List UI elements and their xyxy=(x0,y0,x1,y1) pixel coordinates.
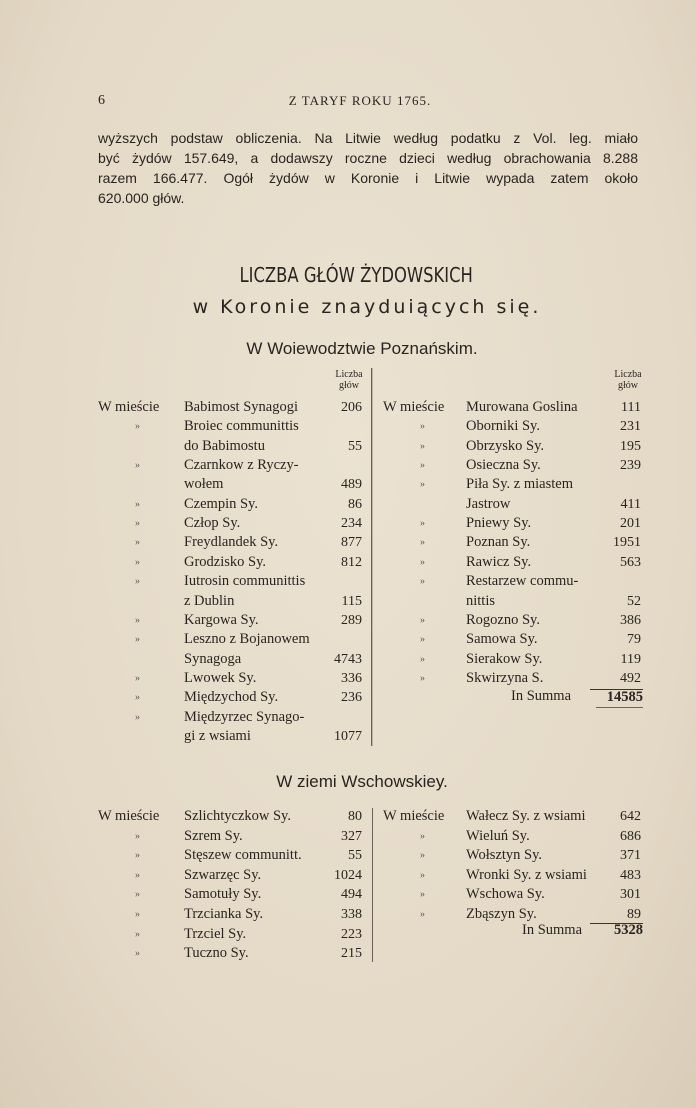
head-count: 79 xyxy=(627,632,641,648)
table-row xyxy=(383,807,641,826)
table-row xyxy=(98,827,362,846)
head-count: 111 xyxy=(621,400,641,415)
head-count: 301 xyxy=(620,887,641,903)
table-row xyxy=(383,514,641,533)
row-prefix: » xyxy=(420,556,425,568)
town-name: gi z wsiami xyxy=(184,727,251,744)
head-count: 492 xyxy=(620,670,641,686)
town-name: Samowa Sy. xyxy=(466,631,538,648)
town-name: nittis xyxy=(466,592,496,609)
town-name: Szlichtyczkow Sy. xyxy=(184,808,291,824)
row-prefix: » xyxy=(420,576,425,588)
row-prefix: » xyxy=(135,711,140,723)
town-name: Oborniki Sy. xyxy=(466,418,540,435)
head-count: 336 xyxy=(341,670,362,686)
head-count: 215 xyxy=(341,946,362,962)
row-prefix: » xyxy=(420,518,425,530)
town-name: Trzcianka Sy. xyxy=(184,906,264,922)
table-row xyxy=(383,495,641,514)
table-row xyxy=(383,866,641,885)
head-count: 686 xyxy=(620,828,641,844)
sum-label: In Summa xyxy=(511,688,572,704)
row-prefix: » xyxy=(135,421,140,433)
table-row xyxy=(383,846,641,865)
town-name: Osieczna Sy. xyxy=(466,457,541,474)
town-name: Międzyrzec Synago- xyxy=(184,708,305,725)
head-count: 1024 xyxy=(334,867,362,883)
head-count: 642 xyxy=(620,809,641,824)
town-name: Murowana Goslina xyxy=(466,399,578,415)
table-row xyxy=(98,592,362,611)
table-row xyxy=(98,708,362,727)
town-name: Jastrow xyxy=(466,495,511,512)
table-row xyxy=(98,456,362,475)
table-row xyxy=(98,514,362,533)
table-row xyxy=(98,807,362,826)
table-row xyxy=(98,925,362,944)
town-name: wołem xyxy=(184,476,224,493)
row-prefix: » xyxy=(135,948,140,960)
town-name: Kargowa Sy. xyxy=(184,611,259,628)
town-name: Trzciel Sy. xyxy=(184,925,247,942)
head-count: 231 xyxy=(620,419,641,435)
table-row xyxy=(383,885,641,904)
head-count: 494 xyxy=(341,887,362,903)
head-count: 52 xyxy=(627,593,641,609)
table-row xyxy=(383,553,641,572)
row-prefix: » xyxy=(420,479,425,491)
table-row xyxy=(98,398,362,417)
row-prefix: » xyxy=(135,576,140,588)
column-header-right: Liczba głów xyxy=(614,369,642,391)
town-name: Obrzysko Sy. xyxy=(466,437,545,454)
head-count: 411 xyxy=(620,496,641,512)
running-header: Z TARYF ROKU 1765. xyxy=(288,93,432,108)
table-row xyxy=(98,944,362,963)
head-count: 86 xyxy=(348,496,362,512)
row-prefix: » xyxy=(420,421,425,433)
intro-line: być żydów 157.649, a dodawszy roczne dzieci według obrachowania 8.288 xyxy=(98,150,638,166)
town-name: Skwirzyna S. xyxy=(466,669,544,686)
head-count: 371 xyxy=(620,848,641,864)
town-name: Grodzisko Sy. xyxy=(184,553,267,570)
row-prefix: » xyxy=(135,518,140,530)
table-row xyxy=(98,495,362,514)
row-prefix: » xyxy=(135,537,140,549)
head-count: 563 xyxy=(620,554,641,570)
row-prefix: » xyxy=(420,869,425,881)
table-row xyxy=(383,475,641,494)
town-name: Czarnkow z Ryczy- xyxy=(184,457,299,474)
town-name: Międzychod Sy. xyxy=(184,689,279,706)
table-row xyxy=(383,650,641,669)
head-count: 327 xyxy=(341,828,362,844)
table-row xyxy=(383,533,641,552)
row-prefix: W mieście xyxy=(383,808,445,824)
table-row xyxy=(383,827,641,846)
table-row xyxy=(383,572,641,591)
section-heading: W Woiewodztwie Poznańskim. xyxy=(246,339,478,358)
table-row xyxy=(98,688,362,707)
table-row xyxy=(98,553,362,572)
row-prefix: » xyxy=(135,556,140,568)
head-count: 812 xyxy=(341,554,362,570)
row-prefix: » xyxy=(135,614,140,626)
town-name: do Babimostu xyxy=(184,437,265,454)
row-prefix: » xyxy=(420,850,425,862)
main-title: LICZBA GŁÓW ŻYDOWSKICH xyxy=(239,263,473,287)
table-row xyxy=(383,611,641,630)
sum-value: 5328 xyxy=(614,922,643,938)
head-count: 115 xyxy=(341,593,362,609)
sum-rule xyxy=(596,707,643,708)
row-prefix: » xyxy=(420,830,425,842)
head-count: 89 xyxy=(627,907,641,922)
town-name: Rawicz Sy. xyxy=(466,553,532,570)
sum-value: 14585 xyxy=(606,689,643,705)
town-name: Lwowek Sy. xyxy=(184,669,257,686)
row-prefix: » xyxy=(420,537,425,549)
head-count: 386 xyxy=(620,612,641,628)
table-row xyxy=(98,611,362,630)
row-prefix: » xyxy=(135,869,140,881)
table-row xyxy=(98,846,362,865)
page-number: 6 xyxy=(98,93,105,108)
head-count: 80 xyxy=(348,809,362,824)
row-prefix: » xyxy=(420,460,425,472)
table-row xyxy=(98,669,362,688)
table-row xyxy=(383,417,641,436)
head-count: 119 xyxy=(620,651,641,667)
intro-paragraph xyxy=(98,128,638,208)
table-row xyxy=(98,727,362,746)
town-name: Człop Sy. xyxy=(184,515,241,532)
head-count: 234 xyxy=(341,516,362,532)
row-prefix: » xyxy=(420,909,425,920)
table-row xyxy=(98,650,362,669)
town-name: Synagoga xyxy=(184,650,242,667)
head-count: 289 xyxy=(341,612,362,628)
row-prefix: » xyxy=(135,672,140,684)
row-prefix: W mieście xyxy=(383,399,445,415)
town-name: Babimost Synagogi xyxy=(184,399,298,415)
head-count: 1077 xyxy=(334,728,362,744)
head-count: 55 xyxy=(348,438,362,454)
column-header-left: Liczba głów xyxy=(335,369,363,391)
row-prefix: » xyxy=(135,850,140,862)
row-prefix: » xyxy=(420,440,425,452)
head-count: 877 xyxy=(341,535,362,551)
row-prefix: W mieście xyxy=(98,399,160,415)
town-name: z Dublin xyxy=(184,592,235,609)
row-prefix: » xyxy=(420,614,425,626)
head-count: 489 xyxy=(341,477,362,493)
column-divider xyxy=(372,368,373,746)
town-name: Wałecz Sy. z wsiami xyxy=(466,808,586,824)
head-count: 338 xyxy=(341,907,362,922)
table-row xyxy=(98,533,362,552)
table-row xyxy=(98,885,362,904)
table-row xyxy=(383,456,641,475)
row-prefix: » xyxy=(420,889,425,901)
row-prefix: » xyxy=(135,889,140,901)
head-count: 201 xyxy=(620,516,641,532)
town-name: Wieluń Sy. xyxy=(466,827,530,844)
town-name: Szwarzęc Sy. xyxy=(184,866,262,883)
row-prefix: » xyxy=(135,928,140,940)
town-name: Pniewy Sy. xyxy=(466,515,532,532)
row-prefix: » xyxy=(135,460,140,472)
table-row xyxy=(383,592,641,611)
table-row xyxy=(98,630,362,649)
section-heading: W ziemi Wschowskiey. xyxy=(276,772,448,791)
town-name: Stęszew communitt. xyxy=(184,847,302,864)
table-row xyxy=(98,866,362,885)
town-name: Rogozno Sy. xyxy=(466,611,540,628)
row-prefix: » xyxy=(135,830,140,842)
intro-line: wyższych podstaw obliczenia. Na Litwie według podatku z Vol. leg. miało xyxy=(98,130,638,146)
head-count: 55 xyxy=(348,848,362,864)
town-name: Restarzew commu- xyxy=(466,573,579,590)
column-divider xyxy=(372,808,373,962)
town-name: Zbąszyn Sy. xyxy=(466,906,537,922)
table-row xyxy=(383,669,641,688)
table-row xyxy=(383,630,641,649)
table-row xyxy=(383,437,641,456)
row-prefix: » xyxy=(420,653,425,665)
row-prefix: » xyxy=(135,498,140,510)
intro-line: razem 166.477. Ogół żydów w Koronie i Litwie wypada zatem około xyxy=(98,170,638,186)
town-name: Broiec communittis xyxy=(184,418,299,435)
town-name: Iutrosin communittis xyxy=(184,573,306,590)
intro-line: 620.000 głów. xyxy=(98,190,185,206)
row-prefix: » xyxy=(135,909,140,920)
town-name: Piła Sy. z miastem xyxy=(466,476,573,493)
head-count: 195 xyxy=(620,438,641,454)
head-count: 1951 xyxy=(613,535,641,551)
town-name: Szrem Sy. xyxy=(184,827,243,844)
head-count: 223 xyxy=(341,926,362,942)
table-row xyxy=(98,905,362,924)
head-count: 206 xyxy=(341,400,362,415)
town-name: Poznan Sy. xyxy=(466,534,531,551)
table-row xyxy=(98,437,362,456)
town-name: Freydlandek Sy. xyxy=(184,534,279,551)
table-row xyxy=(98,475,362,494)
town-name: Leszno z Bojanowem xyxy=(184,631,310,648)
head-count: 236 xyxy=(341,690,362,706)
row-prefix: » xyxy=(135,692,140,704)
town-name: Wołsztyn Sy. xyxy=(466,847,543,864)
sum-label: In Summa xyxy=(522,922,583,938)
main-subtitle: w Koronie znayduiących się. xyxy=(192,296,542,318)
row-prefix: » xyxy=(135,634,140,646)
row-prefix: W mieście xyxy=(98,808,160,824)
table-row xyxy=(98,417,362,436)
town-name: Wschowa Sy. xyxy=(466,886,545,903)
row-prefix: » xyxy=(420,634,425,646)
table-row xyxy=(98,572,362,591)
town-name: Czempin Sy. xyxy=(184,495,258,512)
head-count: 239 xyxy=(620,458,641,474)
town-name: Samotuły Sy. xyxy=(184,886,262,903)
table-row xyxy=(383,398,641,417)
head-count: 483 xyxy=(620,867,641,883)
town-name: Tuczno Sy. xyxy=(184,945,249,962)
row-prefix: » xyxy=(420,672,425,684)
town-name: Sierakow Sy. xyxy=(466,650,543,667)
head-count: 4743 xyxy=(334,651,362,667)
town-name: Wronki Sy. z wsiami xyxy=(466,866,587,883)
